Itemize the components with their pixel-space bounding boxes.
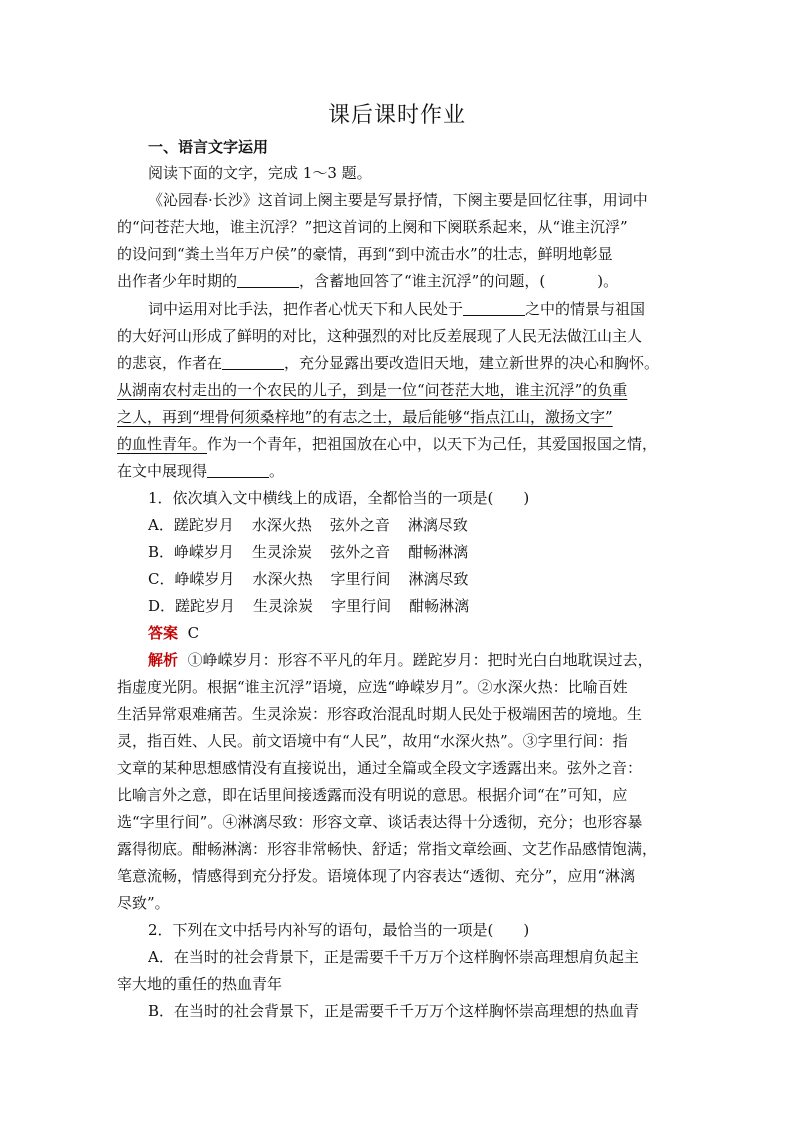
option-word: 弦外之音: [330, 543, 391, 561]
option-letter: A．: [148, 516, 174, 534]
analysis-line: 比喻言外之意，即在话里间接透露而没有明说的意思。根据介词“在”可知，应: [117, 786, 628, 804]
option-d: [148, 593, 487, 620]
analysis-line: 露得彻底。酣畅淋漓：形容非常畅快、舒适；常指文章绘画、文艺作品感情饱满，: [117, 840, 658, 858]
analysis-line: [148, 647, 677, 674]
passage-text: )。: [597, 272, 619, 290]
option-word: 弦外之音: [329, 516, 390, 534]
option-word: 蹉跎岁月: [175, 597, 236, 615]
passage-text: 。: [269, 462, 285, 480]
passage-text: ，含蓄地回答了“谁主沉浮”的问题，(: [299, 272, 546, 290]
option-c: [148, 566, 487, 593]
option-word: 峥嵘岁月: [174, 570, 235, 588]
passage-text: 在文中展现得: [117, 462, 208, 480]
option-letter: D．: [148, 597, 176, 615]
option-word: 峥嵘岁月: [174, 543, 235, 561]
option-word: 生灵涂炭: [253, 597, 314, 615]
option-b: [148, 539, 486, 566]
passage-line: [117, 268, 677, 295]
fill-blank: [463, 301, 525, 316]
passage-text: 作为一个青年，把祖国放在心中，以天下为己任，其爱国报国之情，: [207, 435, 658, 453]
instruction: 阅读下面的文字，完成 1～3 题。: [148, 164, 372, 182]
passage-text: 的悲哀，作者在: [117, 354, 223, 372]
analysis-label: 解析: [148, 651, 179, 669]
fill-blank: [237, 273, 299, 288]
analysis-line: 指虚度光阴。根据“谁主沉浮”语境，应选“峥嵘岁月”。②水深火热：比喻百姓: [117, 678, 628, 696]
option-word: 酣畅淋漓: [408, 543, 469, 561]
option-word: 水深火热: [251, 516, 312, 534]
passage-text: 之中的情景与祖国: [525, 300, 646, 318]
passage-line: [117, 458, 677, 485]
option-word: 淋漓尽致: [408, 570, 469, 588]
passage-line: 的“问苍茫大地，谁主沉浮？”把这首词的上阕和下阕联系起来，从“谁主沉浮”: [117, 218, 628, 236]
passage-line: [117, 350, 677, 377]
analysis-line: 灵，指百姓、人民。前文语境中有“人民”，故用“水深火热”。③字里行间：指: [117, 732, 628, 750]
passage-text: 词中运用对比手法，把作者心忧天下和人民处于: [148, 300, 464, 318]
passage-line: [117, 431, 677, 458]
option-b: B．在当时的社会背景下，正是需要千千万万个这样胸怀崇高理想的热血青: [148, 1002, 640, 1020]
passage-text: 出作者少年时期的: [117, 272, 238, 290]
option-word: 淋漓尽致: [407, 516, 468, 534]
option-letter: C．: [148, 570, 175, 588]
analysis-text: ①峥嵘岁月：形容不平凡的年月。蹉跎岁月：把时光白白地耽误过去，: [187, 651, 653, 669]
answer-line: [148, 620, 677, 647]
option-word: 蹉跎岁月: [173, 516, 234, 534]
fill-blank: [207, 463, 269, 478]
option-a-cont: 宰大地的重任的热血青年: [117, 975, 283, 993]
option-word: 酣畅淋漓: [409, 597, 470, 615]
passage-line: [148, 296, 677, 323]
page-title: 课后课时作业: [327, 103, 466, 128]
option-letter: B．: [148, 543, 175, 561]
option-a: [148, 512, 486, 539]
fill-blank: [222, 355, 284, 370]
analysis-line: 文章的某种思想感情没有直接说出，通过全篇或全段文字透露出来。弦外之音：: [117, 759, 643, 777]
option-word: 字里行间: [331, 597, 392, 615]
analysis-line: 选“字里行间”。④淋漓尽致：形容文章、谈话表达得十分透彻，充分；也形容暴: [117, 813, 643, 831]
answer-label: 答案: [148, 624, 179, 642]
passage-line: 的大好河山形成了鲜明的对比，这种强烈的对比反差展现了人民无法做江山主人: [117, 327, 643, 345]
question-stem: 1．依次填入文中横线上的成语，全都恰当的一项是( ): [148, 489, 530, 507]
option-word: 字里行间: [330, 570, 391, 588]
question-stem: 2．下列在文中括号内补写的语句，最恰当的一项是( ): [148, 921, 530, 939]
section-heading: 一、语言文字运用: [148, 138, 269, 156]
analysis-line: 笔意流畅，情感得到充分抒发。语境体现了内容表达“透彻、充分”，应用“淋漓: [117, 867, 636, 885]
passage-text: ，充分显露出要改造旧天地，建立新世界的决心和胸怀。: [284, 354, 660, 372]
answer-value: C: [187, 624, 200, 642]
option-word: 生灵涂炭: [252, 543, 313, 561]
passage-line: 的设问到“粪土当年万户侯”的豪情，再到“到中流击水”的壮志，鲜明地彰显: [117, 245, 613, 263]
option-word: 水深火热: [252, 570, 313, 588]
underlined-sentence: 的血性青年。: [117, 435, 208, 453]
analysis-line: 尽致”。: [117, 894, 170, 912]
underlined-sentence: 从湖南农村走出的一个农民的儿子，到是一位“问苍茫大地，谁主沉浮”的负重: [117, 381, 628, 399]
option-a: A．在当时的社会背景下，正是需要千千万万个这样胸怀崇高理想肩负起主: [148, 948, 639, 966]
underlined-sentence: 之人，再到“埋骨何须桑梓地”的有志之士，最后能够“指点江山，激扬文字”: [117, 408, 613, 426]
analysis-line: 生活异常艰难痛苦。生灵涂炭：形容政治混乱时期人民处于极端困苦的境地。生: [117, 705, 643, 723]
passage-line: 《沁园春·长沙》这首词上阕主要是写景抒情，下阕主要是回忆往事，用词中: [148, 191, 648, 209]
